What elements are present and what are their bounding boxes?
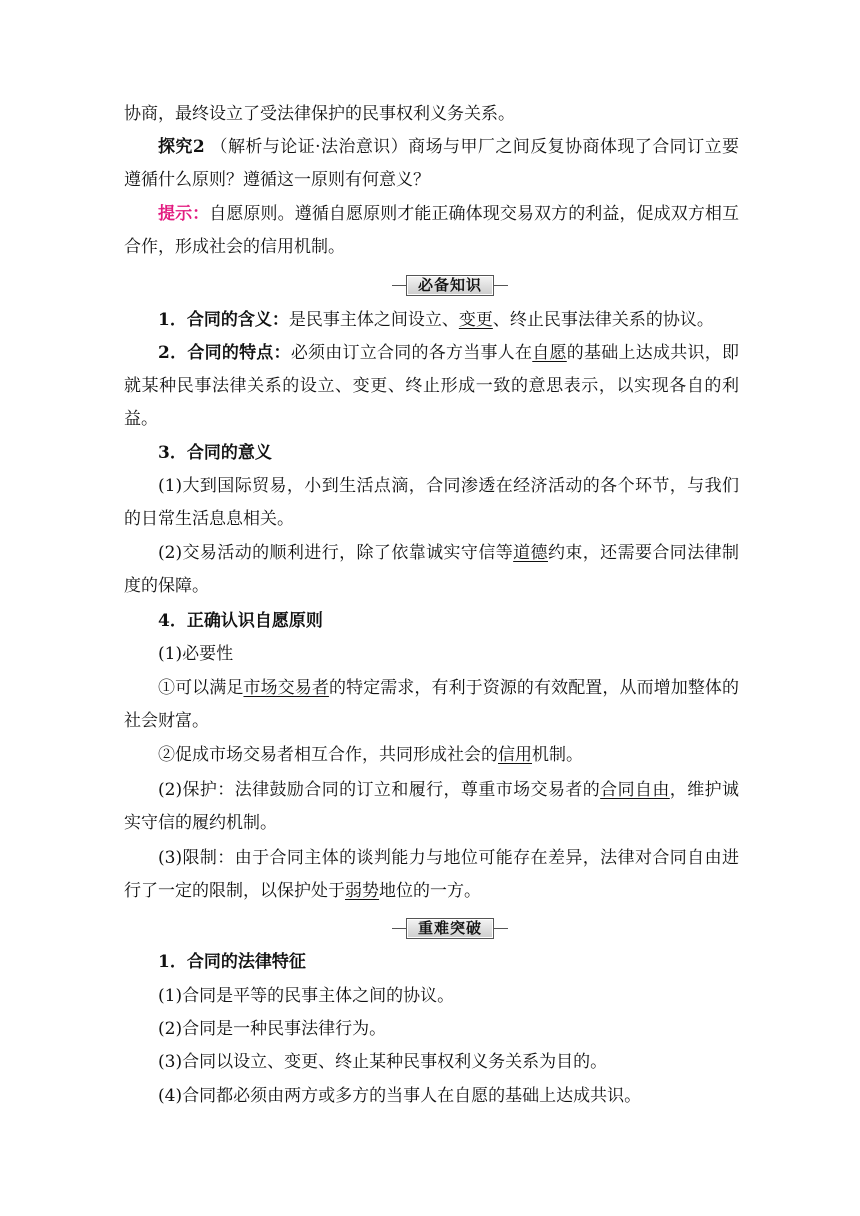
knowledge-2-head: 2．合同的特点： [158, 343, 291, 363]
knowledge-4-sub-1-text: (1)必要性 [158, 644, 234, 664]
knowledge-4-head-text: 4．正确认识自愿原则 [158, 611, 323, 631]
knowledge-4-sub-3-text-end: 地位的一方。 [379, 881, 481, 901]
banner-box [406, 275, 494, 296]
knowledge-4-head [124, 605, 739, 638]
knowledge-3-item-1-text: (1)大到国际贸易，小到生活点滴，合同渗透在经济活动的各个环节，与我们的日常生活息息相关。 [124, 476, 739, 529]
section-banner-key-points [392, 917, 508, 939]
difficulty-1-item-4 [124, 1080, 739, 1113]
knowledge-4-sub-1 [124, 638, 739, 671]
knowledge-1 [124, 304, 739, 337]
knowledge-3-item-1 [124, 470, 739, 536]
top-line [124, 98, 739, 131]
knowledge-2-underlined: 自愿 [532, 343, 567, 363]
difficulty-1-item-text: (4)合同都必须由两方或多方的当事人在自愿的基础上达成共识。 [158, 1086, 642, 1106]
difficulty-1-head [124, 946, 739, 979]
hint-label: 提示： [158, 204, 210, 224]
difficulty-1-item-1 [124, 980, 739, 1013]
knowledge-4-point-1 [124, 672, 739, 738]
difficulty-1-item-text: (2)合同是一种民事法律行为。 [158, 1019, 387, 1039]
knowledge-3-item-2 [124, 537, 739, 603]
knowledge-4-point-2-text: ②促成市场交易者相互合作，共同形成社会的 [158, 745, 498, 765]
section-title-key-points: 重难突破 [408, 920, 492, 937]
banner-rule-right [494, 285, 508, 286]
knowledge-1-text-end: 、终止民事法律关系的协议。 [492, 310, 714, 330]
section-title-essential-knowledge: 必备知识 [408, 277, 492, 294]
knowledge-1-text: 是民事主体之间设立、 [288, 310, 459, 330]
top-line-text: 协商，最终设立了受法律保护的民事权利义务关系。 [124, 104, 515, 124]
knowledge-4-sub-2 [124, 774, 739, 840]
knowledge-4-point-2 [124, 739, 739, 772]
knowledge-1-underlined: 变更 [458, 310, 493, 330]
banner-rule-left [392, 285, 406, 286]
banner-rule-left [392, 928, 406, 929]
knowledge-3-item-2-text-end: 约束，还需要合同法律制度的保障。 [124, 543, 740, 596]
section-banner-essential-knowledge [392, 274, 508, 296]
knowledge-4-sub-2-text-end: ，维护诚实守信的履约机制。 [124, 780, 740, 833]
knowledge-4-point-2-underlined: 信用 [498, 745, 532, 765]
difficulty-1-item-2 [124, 1013, 739, 1046]
difficulty-1-item-3 [124, 1046, 739, 1079]
knowledge-4-point-1-text-end: 的特定需求，有利于资源的有效配置，从而增加整体的社会财富。 [124, 678, 740, 731]
difficulty-1-head-text: 1．合同的法律特征 [158, 952, 306, 972]
knowledge-4-sub-3-text: (3)限制：由于合同主体的谈判能力与地位可能存在差异，法律对合同自由进行了一定的限制，以保护处于 [124, 848, 739, 901]
probe-2-text: （解析与论证·法治意识）商场与甲厂之间反复协商体现了合同订立要遵循什么原则？遵循这一原则有何意义？ [124, 137, 739, 190]
banner-rule-right [494, 928, 508, 929]
difficulty-1-item-text: (3)合同以设立、变更、终止某种民事权利义务关系为目的。 [158, 1052, 608, 1072]
knowledge-3-head [124, 437, 739, 470]
knowledge-4-point-2-text-end: 机制。 [532, 745, 583, 765]
knowledge-4-point-1-underlined: 市场交易者 [243, 678, 329, 698]
knowledge-4-sub-2-underlined: 合同自由 [600, 780, 670, 800]
knowledge-2 [124, 337, 739, 436]
hint-paragraph [124, 198, 739, 264]
difficulty-1-item-text: (1)合同是平等的民事主体之间的协议。 [158, 986, 455, 1006]
hint-text: 自愿原则。遵循自愿原则才能正确体现交易双方的利益，促成双方相互合作，形成社会的信用机制。 [124, 204, 740, 257]
knowledge-4-point-1-text: ①可以满足 [158, 678, 244, 698]
knowledge-3-item-2-text: (2)交易活动的顺利进行，除了依靠诚实守信等 [158, 543, 514, 563]
probe-2-label: 探究2 [158, 137, 205, 157]
knowledge-2-text-end: 的基础上达成共识，即就某种民事法律关系的设立、变更、终止形成一致的意思表示，以实现各自的利益。 [124, 343, 740, 429]
knowledge-3-head-text: 3．合同的意义 [158, 443, 272, 463]
knowledge-1-head: 1．合同的含义： [158, 310, 289, 330]
knowledge-4-sub-3 [124, 842, 739, 908]
probe-2-paragraph [124, 131, 739, 197]
knowledge-4-sub-3-underlined: 弱势 [345, 881, 379, 901]
banner-box [406, 918, 494, 939]
knowledge-4-sub-2-text: (2)保护：法律鼓励合同的订立和履行，尊重市场交易者的 [158, 780, 601, 800]
knowledge-2-text: 必须由订立合同的各方当事人在 [290, 343, 533, 363]
knowledge-3-item-2-underlined: 道德 [513, 543, 548, 563]
